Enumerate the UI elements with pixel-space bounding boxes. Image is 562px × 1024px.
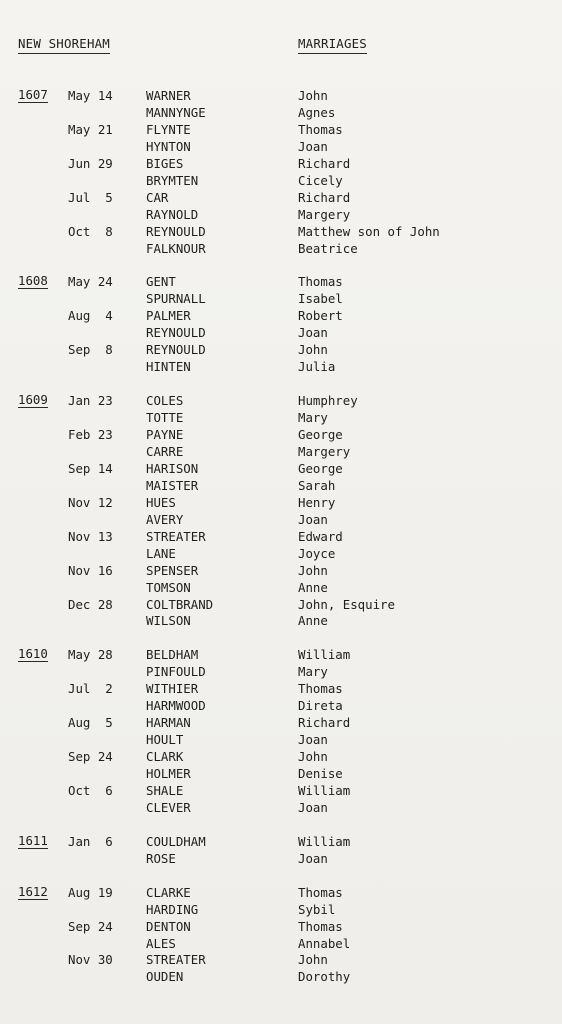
entry-row bbox=[0, 87, 562, 104]
surname: FLYNTE bbox=[146, 122, 191, 137]
year-label: 1612 bbox=[18, 884, 48, 899]
given-name: Direta bbox=[298, 698, 343, 713]
entry-row bbox=[0, 121, 562, 138]
surname: HUES bbox=[146, 495, 176, 510]
given-name: Richard bbox=[298, 156, 351, 171]
entry-row bbox=[0, 850, 562, 867]
given-name: Robert bbox=[298, 308, 343, 323]
year-label: 1607 bbox=[18, 87, 48, 102]
given-name: Joan bbox=[298, 732, 328, 747]
marriage-date: Aug 5 bbox=[68, 715, 113, 730]
surname: LANE bbox=[146, 546, 176, 561]
surname: HINTEN bbox=[146, 359, 191, 374]
entry-row bbox=[0, 731, 562, 748]
marriage-date: Jun 29 bbox=[68, 156, 113, 171]
entry-row bbox=[0, 935, 562, 952]
given-name: Mary bbox=[298, 410, 328, 425]
given-name: George bbox=[298, 461, 343, 476]
surname: CAR bbox=[146, 190, 169, 205]
surname: TOMSON bbox=[146, 580, 191, 595]
entry-row bbox=[0, 172, 562, 189]
entry-row bbox=[0, 240, 562, 257]
entry-row bbox=[0, 392, 562, 409]
surname: ROSE bbox=[146, 851, 176, 866]
surname: GENT bbox=[146, 274, 176, 289]
given-name: Sybil bbox=[298, 902, 336, 917]
surname: HARMAN bbox=[146, 715, 191, 730]
entry-row bbox=[0, 901, 562, 918]
given-name: Humphrey bbox=[298, 393, 358, 408]
surname: ALES bbox=[146, 936, 176, 951]
marriage-date: Dec 28 bbox=[68, 597, 113, 612]
given-name: Mary bbox=[298, 664, 328, 679]
given-name: Edward bbox=[298, 529, 343, 544]
entry-row bbox=[0, 562, 562, 579]
surname: STREATER bbox=[146, 529, 206, 544]
given-name: Isabel bbox=[298, 291, 343, 306]
marriage-date: Jan 6 bbox=[68, 834, 113, 849]
surname: PAYNE bbox=[146, 427, 184, 442]
given-name: Joan bbox=[298, 512, 328, 527]
surname: COLES bbox=[146, 393, 184, 408]
entry-row bbox=[0, 290, 562, 307]
given-name: Richard bbox=[298, 715, 351, 730]
surname: HARISON bbox=[146, 461, 199, 476]
surname: WILSON bbox=[146, 613, 191, 628]
entry-row bbox=[0, 358, 562, 375]
surname: SHALE bbox=[146, 783, 184, 798]
entry-row bbox=[0, 596, 562, 613]
surname: REYNOULD bbox=[146, 325, 206, 340]
given-name: John bbox=[298, 88, 328, 103]
given-name: Beatrice bbox=[298, 241, 358, 256]
given-name: William bbox=[298, 647, 351, 662]
given-name: Dorothy bbox=[298, 969, 351, 984]
marriage-date: Nov 30 bbox=[68, 952, 113, 967]
surname: WITHIER bbox=[146, 681, 199, 696]
register-title: MARRIAGES bbox=[298, 37, 367, 54]
entry-row bbox=[0, 528, 562, 545]
given-name: John bbox=[298, 952, 328, 967]
surname: BIGES bbox=[146, 156, 184, 171]
entry-row bbox=[0, 833, 562, 850]
entry-row bbox=[0, 663, 562, 680]
given-name: Annabel bbox=[298, 936, 351, 951]
entry-row bbox=[0, 443, 562, 460]
given-name: Margery bbox=[298, 207, 351, 222]
marriage-date: May 28 bbox=[68, 647, 113, 662]
marriage-date: Aug 19 bbox=[68, 885, 113, 900]
given-name: Thomas bbox=[298, 681, 343, 696]
year-label: 1610 bbox=[18, 646, 48, 661]
given-name: Julia bbox=[298, 359, 336, 374]
entry-row bbox=[0, 697, 562, 714]
year-label: 1609 bbox=[18, 392, 48, 407]
surname: AVERY bbox=[146, 512, 184, 527]
entry-row bbox=[0, 612, 562, 629]
surname: HOLMER bbox=[146, 766, 191, 781]
entry-row bbox=[0, 680, 562, 697]
marriage-date: Jul 2 bbox=[68, 681, 113, 696]
entry-row bbox=[0, 206, 562, 223]
given-name: Joan bbox=[298, 325, 328, 340]
marriage-date: Feb 23 bbox=[68, 427, 113, 442]
given-name: Joyce bbox=[298, 546, 336, 561]
surname: OUDEN bbox=[146, 969, 184, 984]
entry-row bbox=[0, 324, 562, 341]
entry-row bbox=[0, 223, 562, 240]
surname: CLEVER bbox=[146, 800, 191, 815]
entry-row bbox=[0, 714, 562, 731]
marriage-date: Oct 8 bbox=[68, 224, 113, 239]
entry-row bbox=[0, 189, 562, 206]
surname: HARMWOOD bbox=[146, 698, 206, 713]
surname: SPENSER bbox=[146, 563, 199, 578]
entry-row bbox=[0, 918, 562, 935]
surname: BRYMTEN bbox=[146, 173, 199, 188]
entry-row bbox=[0, 104, 562, 121]
entry-row bbox=[0, 511, 562, 528]
marriage-date: May 21 bbox=[68, 122, 113, 137]
marriage-date: Oct 6 bbox=[68, 783, 113, 798]
entry-row bbox=[0, 426, 562, 443]
given-name: Denise bbox=[298, 766, 343, 781]
surname: HYNTON bbox=[146, 139, 191, 154]
entry-row bbox=[0, 748, 562, 765]
surname: COULDHAM bbox=[146, 834, 206, 849]
marriage-date: May 24 bbox=[68, 274, 113, 289]
given-name: Thomas bbox=[298, 122, 343, 137]
surname: DENTON bbox=[146, 919, 191, 934]
entry-row bbox=[0, 341, 562, 358]
entry-row bbox=[0, 884, 562, 901]
marriage-date: Sep 24 bbox=[68, 749, 113, 764]
entry-row bbox=[0, 494, 562, 511]
given-name: Anne bbox=[298, 613, 328, 628]
surname: HARDING bbox=[146, 902, 199, 917]
given-name: John bbox=[298, 563, 328, 578]
entry-row bbox=[0, 782, 562, 799]
surname: RAYNOLD bbox=[146, 207, 199, 222]
entry-row bbox=[0, 477, 562, 494]
entry-row bbox=[0, 799, 562, 816]
entry-row bbox=[0, 951, 562, 968]
given-name: Joan bbox=[298, 851, 328, 866]
given-name: Cicely bbox=[298, 173, 343, 188]
entry-row bbox=[0, 545, 562, 562]
surname: PINFOULD bbox=[146, 664, 206, 679]
given-name: Sarah bbox=[298, 478, 336, 493]
entry-row bbox=[0, 273, 562, 290]
entry-row bbox=[0, 460, 562, 477]
given-name: Thomas bbox=[298, 274, 343, 289]
marriage-date: Aug 4 bbox=[68, 308, 113, 323]
surname: BELDHAM bbox=[146, 647, 199, 662]
marriage-date: Nov 13 bbox=[68, 529, 113, 544]
marriage-date: Jan 23 bbox=[68, 393, 113, 408]
year-label: 1608 bbox=[18, 273, 48, 288]
year-label: 1611 bbox=[18, 833, 48, 848]
given-name: Joan bbox=[298, 139, 328, 154]
surname: WARNER bbox=[146, 88, 191, 103]
given-name: Thomas bbox=[298, 919, 343, 934]
given-name: Agnes bbox=[298, 105, 336, 120]
parish-title: NEW SHOREHAM bbox=[18, 37, 110, 54]
entry-row bbox=[0, 409, 562, 426]
entry-row bbox=[0, 138, 562, 155]
entry-row bbox=[0, 155, 562, 172]
given-name: William bbox=[298, 783, 351, 798]
given-name: Henry bbox=[298, 495, 336, 510]
marriage-date: Nov 12 bbox=[68, 495, 113, 510]
given-name: John bbox=[298, 749, 328, 764]
surname: REYNOULD bbox=[146, 342, 206, 357]
entry-row bbox=[0, 307, 562, 324]
marriage-date: Jul 5 bbox=[68, 190, 113, 205]
given-name: William bbox=[298, 834, 351, 849]
given-name: Joan bbox=[298, 800, 328, 815]
given-name: Richard bbox=[298, 190, 351, 205]
marriage-date: Sep 24 bbox=[68, 919, 113, 934]
surname: HOULT bbox=[146, 732, 184, 747]
surname: CLARKE bbox=[146, 885, 191, 900]
surname: MANNYNGE bbox=[146, 105, 206, 120]
surname: MAISTER bbox=[146, 478, 199, 493]
entry-row bbox=[0, 968, 562, 985]
entry-row bbox=[0, 579, 562, 596]
surname: COLTBRAND bbox=[146, 597, 214, 612]
surname: FALKNOUR bbox=[146, 241, 206, 256]
given-name: John bbox=[298, 342, 328, 357]
given-name: George bbox=[298, 427, 343, 442]
marriage-date: Nov 16 bbox=[68, 563, 113, 578]
entry-row bbox=[0, 646, 562, 663]
marriage-date: Sep 8 bbox=[68, 342, 113, 357]
marriage-date: Sep 14 bbox=[68, 461, 113, 476]
given-name: Thomas bbox=[298, 885, 343, 900]
surname: REYNOULD bbox=[146, 224, 206, 239]
given-name: Matthew son of John bbox=[298, 224, 440, 239]
surname: STREATER bbox=[146, 952, 206, 967]
surname: TOTTE bbox=[146, 410, 184, 425]
marriage-date: May 14 bbox=[68, 88, 113, 103]
surname: CARRE bbox=[146, 444, 184, 459]
entry-row bbox=[0, 765, 562, 782]
surname: CLARK bbox=[146, 749, 184, 764]
surname: SPURNALL bbox=[146, 291, 206, 306]
given-name: Anne bbox=[298, 580, 328, 595]
given-name: John, Esquire bbox=[298, 597, 395, 612]
given-name: Margery bbox=[298, 444, 351, 459]
surname: PALMER bbox=[146, 308, 191, 323]
